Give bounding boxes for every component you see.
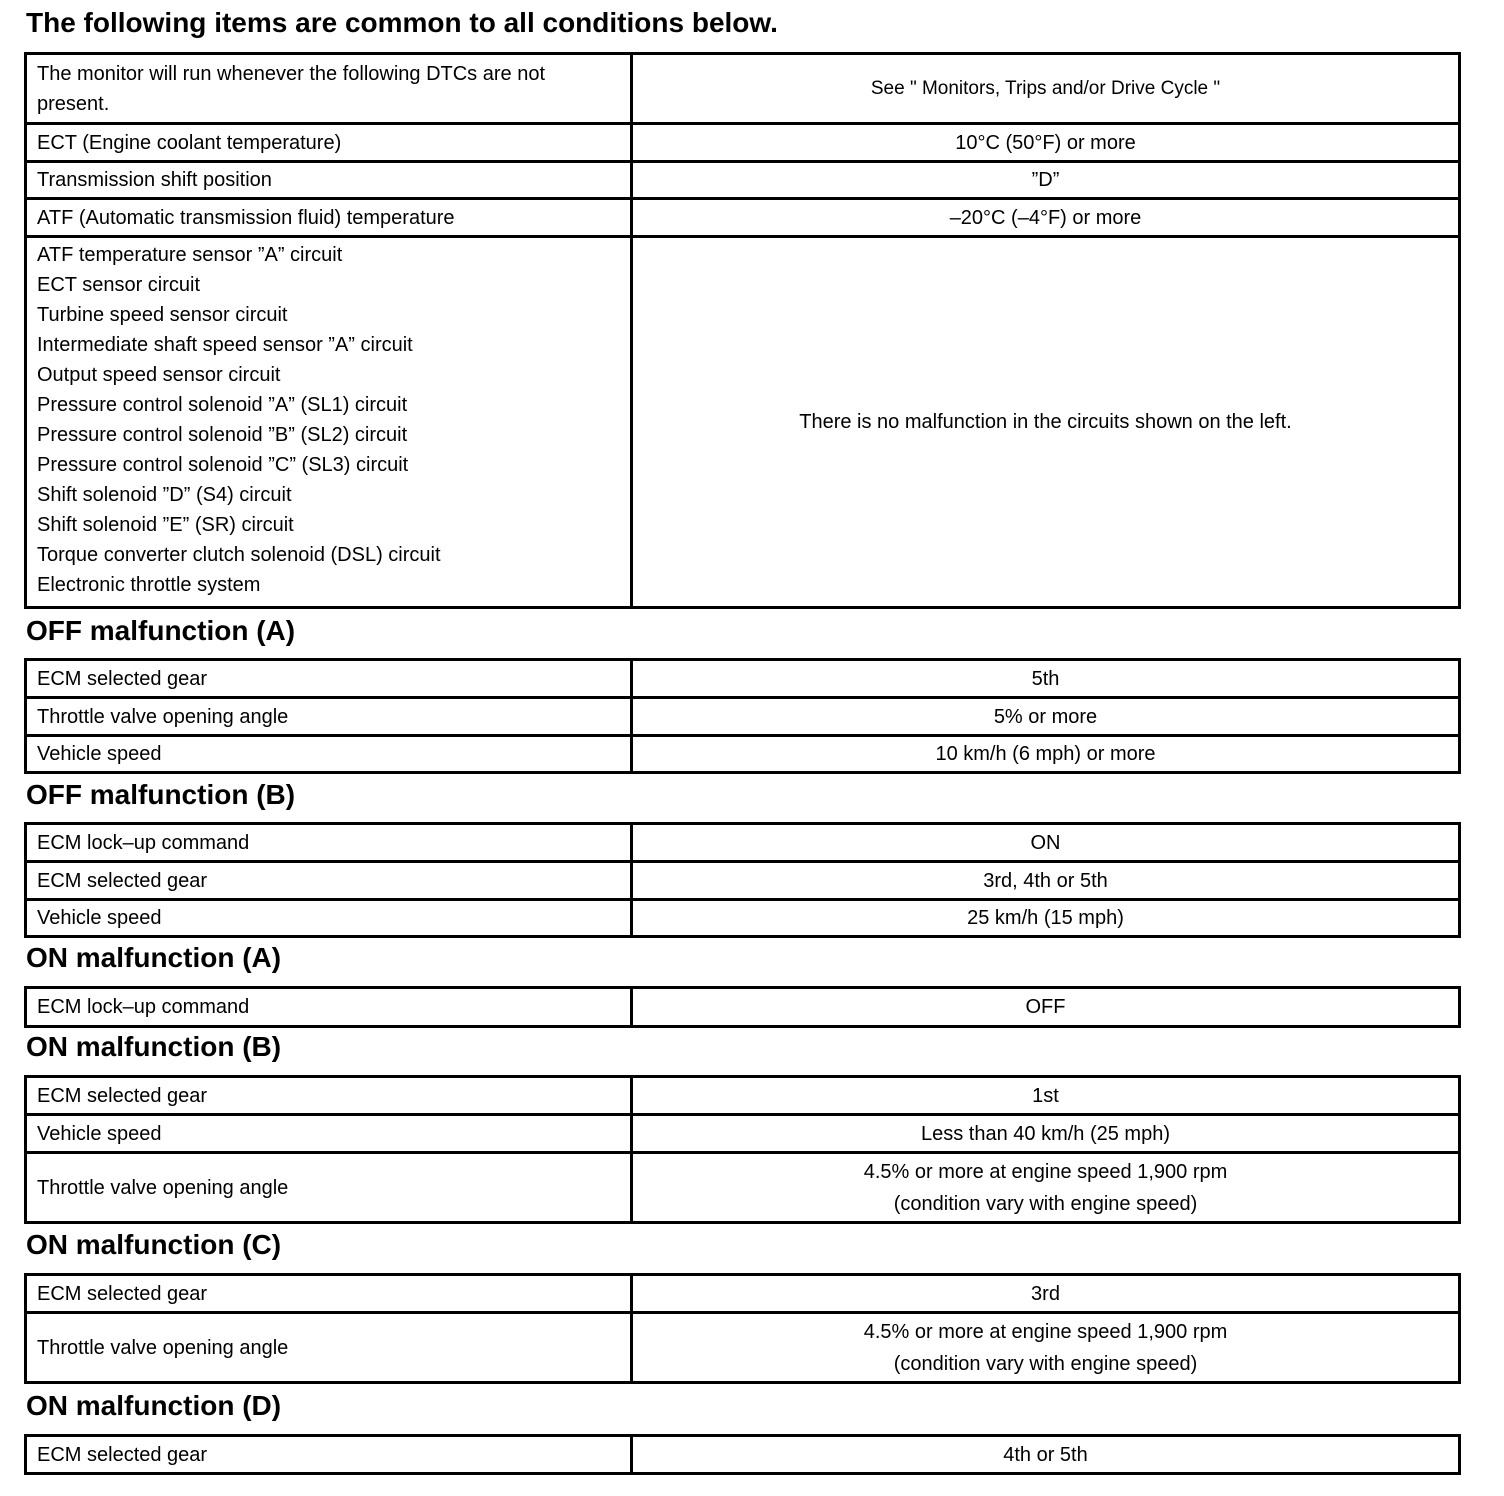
table-row — [26, 698, 1460, 736]
condition-item: Vehicle speed — [26, 900, 632, 937]
off-b-table — [24, 822, 1461, 938]
table-row — [26, 199, 1460, 237]
condition-item: Throttle valve opening angle — [26, 1313, 632, 1383]
circuit-item: Output speed sensor circuit — [37, 364, 281, 386]
table-row — [26, 988, 1460, 1027]
table-row — [26, 1313, 1460, 1383]
condition-value — [632, 1313, 1460, 1383]
circuit-item: Intermediate shaft speed sensor ”A” circuit — [37, 334, 413, 356]
table-row — [26, 237, 1460, 608]
off-a-heading: OFF malfunction (A) — [26, 615, 296, 646]
value-line: 4.5% or more at engine speed 1,900 rpm — [863, 1160, 1228, 1183]
circuit-item: Torque converter clutch solenoid (DSL) circuit — [37, 544, 441, 566]
value-line: (condition vary with engine speed) — [893, 1192, 1198, 1215]
table-row — [26, 1077, 1460, 1115]
circuit-item: Electronic throttle system — [37, 574, 261, 596]
off-a-table — [24, 658, 1461, 774]
value-line: 4.5% or more at engine speed 1,900 rpm — [863, 1320, 1228, 1343]
condition-value: 5% or more — [632, 698, 1460, 736]
condition-item: ECM selected gear — [26, 1077, 632, 1115]
on-b-table — [24, 1075, 1461, 1224]
table-row — [26, 1115, 1460, 1153]
table-row — [26, 1436, 1460, 1474]
condition-value: –20°C (–4°F) or more — [632, 199, 1460, 237]
on-d-table — [24, 1434, 1461, 1475]
condition-item: The monitor will run whenever the following DTCs are not present. — [26, 54, 632, 124]
table-row — [26, 862, 1460, 900]
condition-value: 1st — [632, 1077, 1460, 1115]
table-row — [26, 54, 1460, 124]
condition-value: Less than 40 km/h (25 mph) — [632, 1115, 1460, 1153]
condition-value: 3rd — [632, 1275, 1460, 1313]
condition-item: Throttle valve opening angle — [26, 1153, 632, 1223]
condition-value: 25 km/h (15 mph) — [632, 900, 1460, 937]
circuit-item: ECT sensor circuit — [37, 274, 201, 296]
table-row — [26, 736, 1460, 773]
circuit-list — [26, 237, 632, 608]
circuit-item: ATF temperature sensor ”A” circuit — [37, 244, 343, 266]
on-c-table — [24, 1273, 1461, 1384]
condition-item: ECM lock–up command — [26, 988, 632, 1027]
condition-item: ECM selected gear — [26, 1436, 632, 1474]
circuit-item: Shift solenoid ”E” (SR) circuit — [37, 514, 294, 536]
condition-value: 4th or 5th — [632, 1436, 1460, 1474]
condition-value: 10 km/h (6 mph) or more — [632, 736, 1460, 773]
condition-item: Transmission shift position — [26, 162, 632, 199]
table-row — [26, 824, 1460, 862]
condition-item: ECM selected gear — [26, 1275, 632, 1313]
circuit-value: There is no malfunction in the circuits shown on the left. — [632, 237, 1460, 608]
common-heading: The following items are common to all conditions below. — [26, 7, 778, 38]
condition-item: Vehicle speed — [26, 736, 632, 773]
condition-value: 5th — [632, 660, 1460, 698]
condition-item: ECT (Engine coolant temperature) — [26, 124, 632, 162]
condition-item: ECM selected gear — [26, 862, 632, 900]
common-table — [24, 52, 1461, 609]
circuit-item: Pressure control solenoid ”B” (SL2) circuit — [37, 424, 408, 446]
condition-value — [632, 1153, 1460, 1223]
table-row — [26, 660, 1460, 698]
table-row — [26, 124, 1460, 162]
condition-value: ”D” — [632, 162, 1460, 199]
value-line: (condition vary with engine speed) — [893, 1352, 1198, 1375]
on-d-heading: ON malfunction (D) — [26, 1390, 282, 1421]
condition-value: ON — [632, 824, 1460, 862]
table-row — [26, 162, 1460, 199]
circuit-item: Turbine speed sensor circuit — [37, 304, 288, 326]
condition-item: ECM lock–up command — [26, 824, 632, 862]
circuit-item: Pressure control solenoid ”A” (SL1) circuit — [37, 394, 408, 416]
circuit-item: Shift solenoid ”D” (S4) circuit — [37, 484, 292, 506]
table-row — [26, 1153, 1460, 1223]
on-c-heading: ON malfunction (C) — [26, 1229, 282, 1260]
condition-value: See " Monitors, Trips and/or Drive Cycle " — [632, 54, 1460, 124]
condition-value: OFF — [632, 988, 1460, 1027]
condition-item: ATF (Automatic transmission fluid) temperature — [26, 199, 632, 237]
on-a-table — [24, 986, 1461, 1028]
condition-item: Throttle valve opening angle — [26, 698, 632, 736]
table-row — [26, 900, 1460, 937]
on-b-heading: ON malfunction (B) — [26, 1031, 282, 1062]
table-row — [26, 1275, 1460, 1313]
condition-value: 10°C (50°F) or more — [632, 124, 1460, 162]
condition-item: Vehicle speed — [26, 1115, 632, 1153]
condition-value: 3rd, 4th or 5th — [632, 862, 1460, 900]
circuit-item: Pressure control solenoid ”C” (SL3) circuit — [37, 454, 409, 476]
condition-item: ECM selected gear — [26, 660, 632, 698]
on-a-heading: ON malfunction (A) — [26, 942, 282, 973]
off-b-heading: OFF malfunction (B) — [26, 779, 296, 810]
